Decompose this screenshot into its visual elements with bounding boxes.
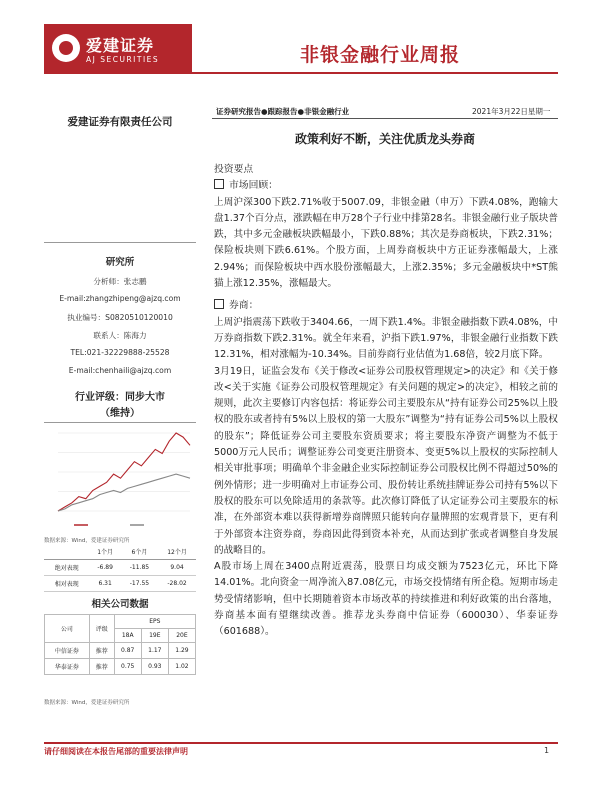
- performance-table: [44, 544, 196, 592]
- chart-series-line-1: [58, 474, 190, 511]
- contact-person: 联系人：陈海力: [93, 331, 147, 340]
- contact-analyst: 分析师：张志鹏: [93, 277, 147, 286]
- table-header: 18A: [114, 629, 141, 643]
- table-row: [44, 544, 196, 560]
- contact-email-person[interactable]: E-mail:chenhaili@ajzq.com: [68, 366, 172, 375]
- table-row: [45, 659, 196, 675]
- article-title: 政策利好不断，关注优质龙头券商: [294, 132, 475, 146]
- table-header: 20E: [168, 629, 195, 643]
- rating-line1: 行业评级：同步大市: [75, 392, 165, 403]
- contact-email-analyst[interactable]: E-mail:zhangzhipeng@ajzq.com: [59, 294, 181, 303]
- broker-label: 券商：: [229, 300, 259, 312]
- table-header: EPS: [114, 615, 195, 629]
- table-cell: 相对表现: [44, 576, 90, 592]
- table-header: 评级: [89, 615, 114, 643]
- broker-paragraph-3: A股市场上周在3400点附近震荡，股票日均成交额为7523亿元，环比下降14.01%。北向资金一周净流入87.08亿元，市场交投情绪有所企稳。短期市场走势受情绪影响，但中长期随着资本市场改革的持续推进和利好政策的出台落地，券商基本面有望继续改善。推荐龙头券商中信证券（600030）、华泰证券（601688）。: [214, 561, 558, 638]
- market-review-paragraph: 上周沪深300下跌2.71%收于5007.09，非银金融（申万）下跌4.08%，跑输大盘1.37个百分点，涨跌幅在申万28个子行业中排第28名。非银金融行业子版块普跌，其中多元金融板块跌幅最小，下跌0.88%；其次是券商板块，下跌2.31%；保险板块则下跌6.61%。个股方面，上周券商板块中方正证券涨幅最大，上涨2.94%；而保险板块中西水股份涨幅最大，上涨2.35%；多元金融板块中*ST熊猫上涨12.35%，涨幅最大。: [214, 196, 558, 290]
- table-row: [45, 643, 196, 659]
- contact-license: 执业编号：S0820510120010: [67, 313, 173, 322]
- performance-chart: [44, 425, 196, 535]
- table-cell: 绝对表现: [44, 560, 90, 576]
- table-cell: -17.55: [121, 576, 158, 592]
- subheader-divider: [212, 118, 558, 119]
- table-cell: 6.31: [90, 576, 121, 592]
- table-cell: 1.02: [168, 659, 195, 675]
- market-review-label: 市场回顾：: [229, 180, 278, 192]
- report-title: 非银金融行业周报: [300, 44, 461, 66]
- contact-tel: TEL:021-32229888-25528: [70, 348, 170, 357]
- table-cell: 0.93: [141, 659, 168, 675]
- header-divider: [44, 72, 558, 74]
- industry-rating: [44, 390, 196, 422]
- rating-line2: （维持）: [100, 408, 140, 419]
- table-row: [44, 560, 196, 576]
- logo-text-en: AJ SECURITIES: [86, 55, 160, 64]
- page-number: 1: [544, 746, 550, 755]
- table-cell: 华泰证券: [45, 659, 90, 675]
- main-body: [214, 162, 558, 641]
- logo-text-cn: 爱建证券: [86, 36, 155, 55]
- company-data-table: [44, 614, 196, 675]
- table-cell: 0.75: [114, 659, 141, 675]
- company-name: 爱建证券有限责任公司: [67, 116, 173, 128]
- section-heading: 投资要点: [214, 164, 254, 175]
- logo: [44, 24, 192, 72]
- broker-paragraph-2: 3月19日，证监会发布《关于修改<证券公司股权管理规定>的决定》和《关于修改<关于实施《证券公司股权管理规定》有关问题的规定>的决定》，相较之前的规则，此次主要修订内容包括：将证券公司主要股东从“持有证券公司25%以上股权的股东或者持有5%以上股权的第一大股东”调整为“持有证券公司5%以上股权的股东”；降低证券公司主要股东资质要求；将主要股东净资产调整为不低于5000万元人民币；调整证券公司变更注册资本、变更5%以上股权的实际控制人相关审批事项；明确单个非金融企业实际控制证券公司股权比例不得超过50%的例外情形；进一步明确对上市证券公司、股份转让系统挂牌证券公司持有5%以下股权的股东可以免除适用的条款等。此次修订降低了认定证券公司主要股东的标准，在外部资本难以获得新增券商牌照只能转向存量牌照的宏观背景下，更有利于外部资本注资券商，券商因此得到资本补充，从而达到扩张或者调整自身发展的战略目的。: [214, 365, 558, 556]
- sidebar-divider: [44, 242, 196, 243]
- report-category: 证券研究报告●跟踪报告●非银金融行业: [216, 107, 350, 116]
- table-header: 6个月: [121, 544, 158, 560]
- company-data-title: 相关公司数据: [91, 599, 149, 610]
- table-header: 12个月: [158, 544, 196, 560]
- chart-source: 数据来源：Wind，爱建证券研究所: [44, 538, 130, 544]
- table-cell: -6.89: [90, 560, 121, 576]
- table-cell: 9.04: [158, 560, 196, 576]
- sidebar: [44, 102, 196, 742]
- table-header: 19E: [141, 629, 168, 643]
- research-title: 研究所: [105, 257, 135, 268]
- table-cell: -28.02: [158, 576, 196, 592]
- legal-disclaimer-link[interactable]: 请仔细阅读在本报告尾部的重要法律声明: [44, 747, 188, 756]
- market-review-heading: [214, 178, 558, 194]
- table-header: [44, 544, 90, 560]
- report-date: 2021年3月22日星期一: [472, 107, 551, 116]
- table-cell: 0.87: [114, 643, 141, 659]
- rating-divider: [44, 422, 196, 423]
- broker-heading: [214, 298, 558, 314]
- company-table-source: 数据来源：Wind，爱建证券研究所: [44, 700, 130, 706]
- table-cell: 1.17: [141, 643, 168, 659]
- table-header: 公司: [45, 615, 90, 643]
- table-cell: 推荐: [89, 643, 114, 659]
- table-row: [44, 576, 196, 592]
- table-cell: 中信证券: [45, 643, 90, 659]
- broker-paragraph-1: 上周沪指震荡下跌收于3404.66，一周下跌1.4%。非银金融指数下跌4.08%，中万券商指数下跌2.31%。就全年来看，沪指下跌1.97%，非银金融行业指数下跌12.31%，相对涨幅为-10.34%。目前券商行业估值为1.68倍，较2月底下降。: [214, 316, 558, 361]
- table-row: [45, 615, 196, 629]
- table-cell: 1.29: [168, 643, 195, 659]
- footer-divider: [44, 742, 558, 744]
- table-header: 1个月: [90, 544, 121, 560]
- logo-mark-icon: [52, 34, 80, 62]
- table-cell: -11.85: [121, 560, 158, 576]
- table-cell: 推荐: [89, 659, 114, 675]
- checkbox-bullet-icon: [214, 299, 224, 309]
- checkbox-bullet-icon: [214, 179, 224, 189]
